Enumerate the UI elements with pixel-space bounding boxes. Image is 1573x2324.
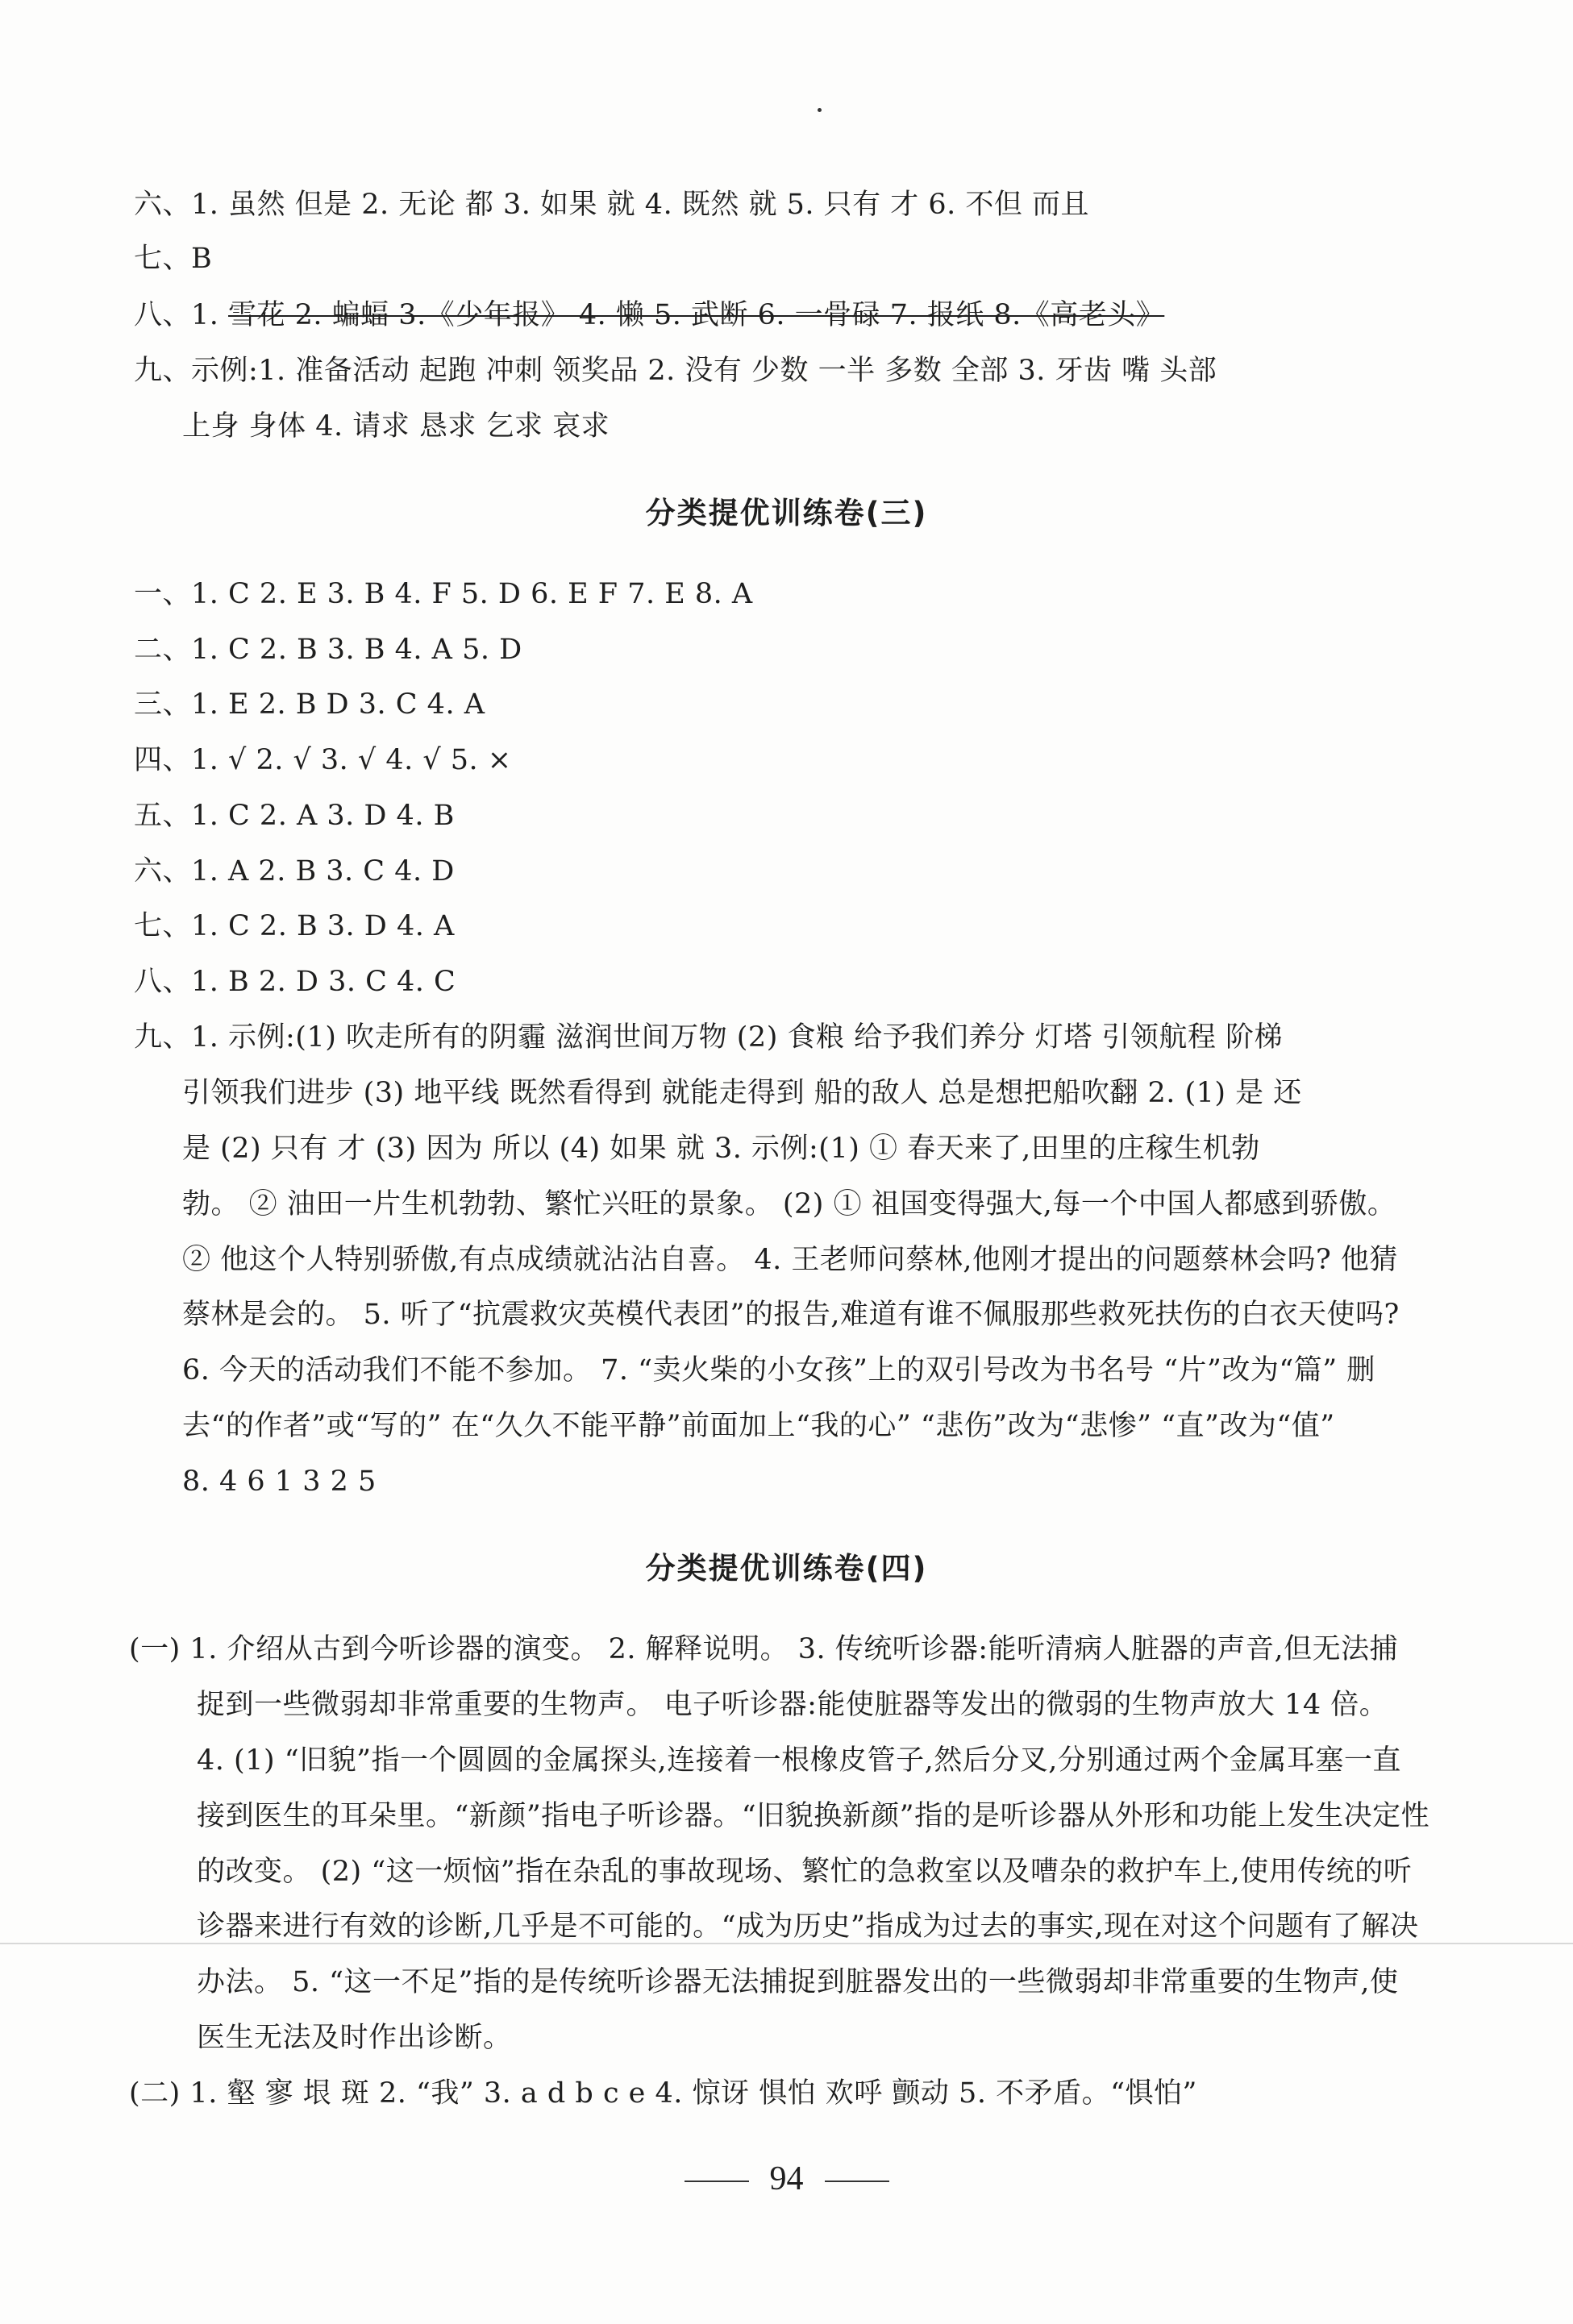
s3-answer-9-cont: 蔡林是会的。 5. 听了“抗震救灾英模代表团”的报告,难道有谁不佩服那些救死扶伤的白衣天使吗? — [182, 1299, 1400, 1331]
section-title-3: 分类提优训练卷(三) — [645, 496, 928, 530]
s3-answer-7: 七、1. C 2. B 3. D 4. A — [134, 910, 455, 942]
s3-answer-9: 九、1. 示例:(1) 吹走所有的阴霾 滋润世间万物 (2) 食粮 给予我们养分 灯塔 引领航程 阶梯 — [134, 1021, 1283, 1054]
s3-answer-9-cont: 引领我们进步 (3) 地平线 既然看得到 就能走得到 船的敌人 总是想把船吹翻 2. (1) 是 还 — [182, 1077, 1302, 1109]
s3-answer-9-cont: 6. 今天的活动我们不能不参加。 7. “卖火柴的小女孩”上的双引号改为书名号 “片”改为“篇” 删 — [182, 1354, 1375, 1387]
s3-answer-3: 三、1. E 2. B D 3. C 4. A — [134, 688, 485, 721]
answer-line-eight-crossed: 雪花 2. 蝙蝠 3.《少年报》 4. 懒 5. 武断 6. 一骨碌 7. 报纸 8.《高老头》 — [228, 299, 1165, 331]
answer-line-nine-cont: 上身 身体 4. 请求 恳求 乞求 哀求 — [182, 410, 610, 443]
page-fold-line — [0, 1943, 1573, 1944]
answer-line-seven: 七、B — [134, 243, 213, 275]
s4-answer-1-cont: 办法。 5. “这一不足”指的是传统听诊器无法捕捉到脏器发出的一些微弱却非常重要的生物声,使 — [197, 1966, 1399, 1998]
s3-answer-5: 五、1. C 2. A 3. D 4. B — [134, 800, 455, 832]
s3-answer-9-cont: 8. 4 6 1 3 2 5 — [182, 1465, 377, 1498]
s4-answer-1-cont: 4. (1) “旧貌”指一个圆圆的金属探头,连接着一根橡皮管子,然后分叉,分别通过两个金属耳塞一直 — [197, 1744, 1401, 1777]
s3-answer-9-cont: 去“的作者”或“写的” 在“久久不能平静”前面加上“我的心” “悲伤”改为“悲惨” “直”改为“值” — [182, 1410, 1335, 1442]
s3-answer-6: 六、1. A 2. B 3. C 4. D — [134, 855, 455, 888]
answer-line-eight-prefix: 八、1. — [134, 299, 229, 331]
print-speck — [818, 108, 822, 112]
s4-answer-1-cont: 的改变。 (2) “这一烦恼”指在杂乱的事故现场、繁忙的急救室以及嘈杂的救护车上,使用传统的听 — [197, 1856, 1413, 1888]
s3-answer-4: 四、1. √ 2. √ 3. √ 4. √ 5. × — [134, 744, 512, 776]
answer-line-nine: 九、示例:1. 准备活动 起跑 冲刺 领奖品 2. 没有 少数 一半 多数 全部 3. 牙齿 嘴 头部 — [134, 355, 1217, 387]
page-number-dash-left — [685, 2181, 749, 2182]
answer-line-six: 六、1. 虽然 但是 2. 无论 都 3. 如果 就 4. 既然 就 5. 只有 才 6. 不但 而且 — [134, 189, 1089, 221]
page-number — [0, 2159, 1573, 2199]
s3-answer-9-cont: ② 他这个人特别骄傲,有点成绩就沾沾自喜。 4. 王老师问蔡林,他刚才提出的问题蔡林会吗? 他猜 — [182, 1244, 1398, 1276]
s4-answer-2: (二) 1. 壑 寥 垠 斑 2. “我” 3. a d b c e 4. 惊讶 惧怕 欢呼 颤动 5. 不矛盾。“惧怕” — [129, 2077, 1197, 2110]
s4-answer-1-cont: 接到医生的耳朵里。“新颜”指电子听诊器。“旧貌换新颜”指的是听诊器从外形和功能上发生决定性 — [197, 1800, 1430, 1832]
s3-answer-2: 二、1. C 2. B 3. B 4. A 5. D — [134, 634, 522, 666]
answer-line-eight — [134, 297, 1164, 333]
page-number-dash-right — [825, 2181, 889, 2182]
s4-answer-1-cont: 捉到一些微弱却非常重要的生物声。 电子听诊器:能使脏器等发出的微弱的生物声放大 14 倍。 — [197, 1689, 1388, 1721]
s3-answer-9-cont: 勃。 ② 油田一片生机勃勃、繁忙兴旺的景象。 (2) ① 祖国变得强大,每一个中国人都感到骄傲。 — [182, 1188, 1396, 1220]
s3-answer-1: 一、1. C 2. E 3. B 4. F 5. D 6. E F 7. E 8. A — [134, 578, 753, 610]
s4-answer-1-cont: 诊器来进行有效的诊断,几乎是不可能的。“成为历史”指成为过去的事实,现在对这个问题有了解决 — [197, 1910, 1419, 1943]
s4-answer-1-cont: 医生无法及时作出诊断。 — [197, 2022, 512, 2054]
section-title-4: 分类提优训练卷(四) — [645, 1551, 928, 1586]
s3-answer-9-cont: 是 (2) 只有 才 (3) 因为 所以 (4) 如果 就 3. 示例:(1) ① 春天来了,田里的庄稼生机勃 — [182, 1133, 1260, 1165]
s4-answer-1: (一) 1. 介绍从古到今听诊器的演变。 2. 解释说明。 3. 传统听诊器:能听清病人脏器的声音,但无法捕 — [129, 1633, 1399, 1665]
s3-answer-8: 八、1. B 2. D 3. C 4. C — [134, 966, 456, 998]
page-number-value: 94 — [769, 2160, 804, 2197]
